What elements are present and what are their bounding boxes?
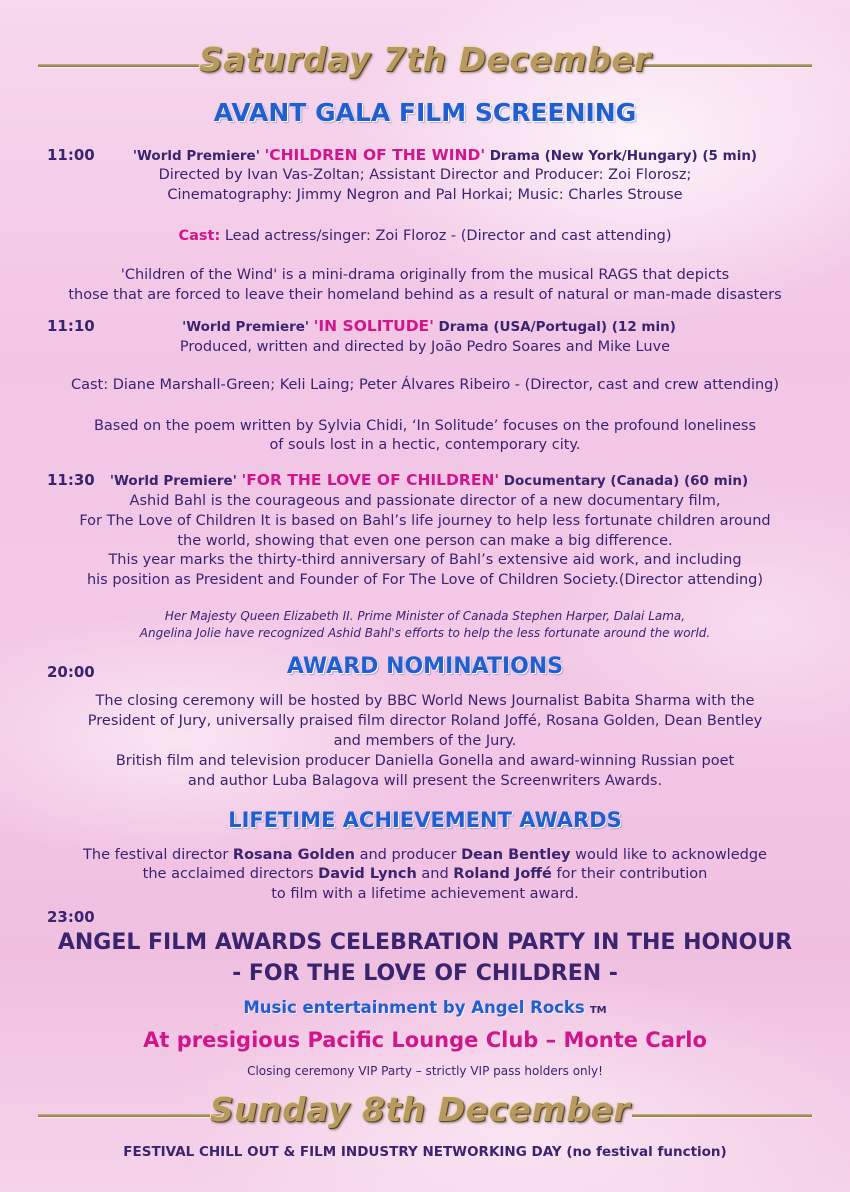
- film3-heading: [4, 471, 850, 490]
- party-music-text: Music entertainment by Angel Rocks: [243, 998, 585, 1017]
- film1-credit-2: Cinematography: Jimmy Negron and Pal Horkai; Music: Charles Strouse: [167, 187, 683, 203]
- party-time: 23:00: [47, 908, 95, 926]
- awards-line-5: and author Luba Balagova will present the Screenwriters Awards.: [187, 773, 663, 789]
- party-vip: Closing ceremony VIP Party – strictly VIP pass holders only!: [247, 1064, 603, 1078]
- lifetime-line-2: [0, 865, 850, 883]
- party-line-1: ANGEL FILM AWARDS CELEBRATION PARTY IN THE HONOUR: [57, 930, 793, 955]
- film1-cast: [0, 227, 850, 245]
- saturday-heading: Saturday 7th December: [198, 40, 652, 79]
- lifetime-text-2e: for their contribution: [551, 866, 708, 882]
- film1-credit-1: Directed by Ivan Vas-Zoltan; Assistant Director and Producer: Zoi Florosz;: [158, 167, 692, 183]
- gala-title: AVANT GALA FILM SCREENING: [213, 98, 637, 127]
- film2-cast: Cast: Diane Marshall-Green; Keli Laing; Peter Álvares Ribeiro - (Director, cast and crew attending): [70, 377, 780, 393]
- film3-title: 'FOR THE LOVE OF CHILDREN': [241, 471, 500, 489]
- film1-synopsis-2: those that are forced to leave their homeland behind as a result of natural or man-made disasters: [68, 287, 782, 303]
- lifetime-text-c: and producer: [354, 847, 462, 863]
- awards-line-3: and members of the Jury.: [333, 733, 517, 749]
- film1-cast-label: Cast:: [178, 228, 221, 244]
- film2-title: 'IN SOLITUDE': [313, 317, 434, 335]
- awards-title: AWARD NOMINATIONS: [286, 654, 564, 679]
- film3-note-2: Angelina Jolie have recognized Ashid Bahl's efforts to help the less fortunate around the world.: [139, 626, 711, 640]
- film1-heading: [20, 146, 850, 165]
- party-venue: At presigious Pacific Lounge Club – Monte Carlo: [143, 1028, 707, 1052]
- sunday-text: FESTIVAL CHILL OUT & FILM INDUSTRY NETWORKING DAY (no festival function): [123, 1144, 727, 1160]
- film3-meta: Documentary (Canada) (60 min): [503, 473, 749, 489]
- film2-time: 11:10: [47, 317, 95, 335]
- awards-line-1: The closing ceremony will be hosted by BBC World News Journalist Babita Sharma with the: [95, 693, 755, 709]
- film2-meta: Drama (USA/Portugal) (12 min): [438, 319, 676, 335]
- film1-cast-text: Lead actress/singer: Zoi Floroz - (Director and cast attending): [224, 228, 672, 244]
- lifetime-name-golden: Rosana Golden: [232, 847, 355, 863]
- film3-premiere: 'World Premiere': [109, 473, 237, 489]
- film1-title: 'CHILDREN OF THE WIND': [264, 146, 486, 164]
- film3-desc-4: This year marks the thirty-third anniversary of Bahl’s extensive aid work, and including: [108, 552, 742, 568]
- party-music: [0, 998, 850, 1017]
- film2-credit-1: Produced, written and directed by João Pedro Soares and Mike Luve: [179, 339, 671, 355]
- film2-premiere: 'World Premiere': [182, 319, 310, 335]
- sunday-heading: Sunday 8th December: [209, 1090, 631, 1129]
- lifetime-title: LIFETIME ACHIEVEMENT AWARDS: [228, 808, 622, 832]
- lifetime-line-1: [0, 846, 850, 864]
- lifetime-name-lynch: David Lynch: [318, 866, 417, 882]
- film3-note-1: Her Majesty Queen Elizabeth II. Prime Minister of Canada Stephen Harper, Dalai Lama,: [164, 609, 686, 623]
- lifetime-text-2c: and: [416, 866, 454, 882]
- film2-heading: [4, 317, 850, 336]
- film1-time: 11:00: [47, 146, 95, 164]
- party-line-2: - FOR THE LOVE OF CHILDREN -: [232, 961, 618, 986]
- lifetime-line-3: to film with a lifetime achievement award.: [271, 886, 579, 902]
- awards-time: 20:00: [47, 663, 95, 681]
- film1-synopsis-1: 'Children of the Wind' is a mini-drama originally from the musical RAGS that depicts: [120, 267, 730, 283]
- awards-line-2: President of Jury, universally praised film director Roland Joffé, Rosana Golden, Dean Bentley: [87, 713, 763, 729]
- film3-desc-3: the world, showing that even one person can make a big difference.: [177, 533, 673, 549]
- film3-time: 11:30: [47, 471, 95, 489]
- film2-synopsis-1: Based on the poem written by Sylvia Chidi, ‘In Solitude’ focuses on the profound loneliness: [93, 418, 757, 434]
- film3-desc-2: For The Love of Children It is based on Bahl’s life journey to help less fortunate children around: [79, 513, 771, 529]
- film3-desc-1: Ashid Bahl is the courageous and passionate director of a new documentary film,: [129, 493, 721, 509]
- lifetime-name-bentley: Dean Bentley: [461, 847, 571, 863]
- film1-premiere: 'World Premiere': [132, 148, 260, 164]
- lifetime-text-a: The festival director: [83, 847, 233, 863]
- lifetime-name-joffe: Roland Joffé: [453, 866, 552, 882]
- lifetime-text-2a: the acclaimed directors: [142, 866, 319, 882]
- lifetime-text-e: would like to acknowledge: [570, 847, 767, 863]
- film2-synopsis-2: of souls lost in a hectic, contemporary city.: [269, 437, 581, 453]
- awards-line-4: British film and television producer Daniella Gonella and award-winning Russian poet: [115, 753, 735, 769]
- film1-meta: Drama (New York/Hungary) (5 min): [489, 148, 758, 164]
- party-music-tm: TM: [589, 1005, 607, 1016]
- film3-desc-5: his position as President and Founder of For The Love of Children Society.(Director attending): [86, 572, 764, 588]
